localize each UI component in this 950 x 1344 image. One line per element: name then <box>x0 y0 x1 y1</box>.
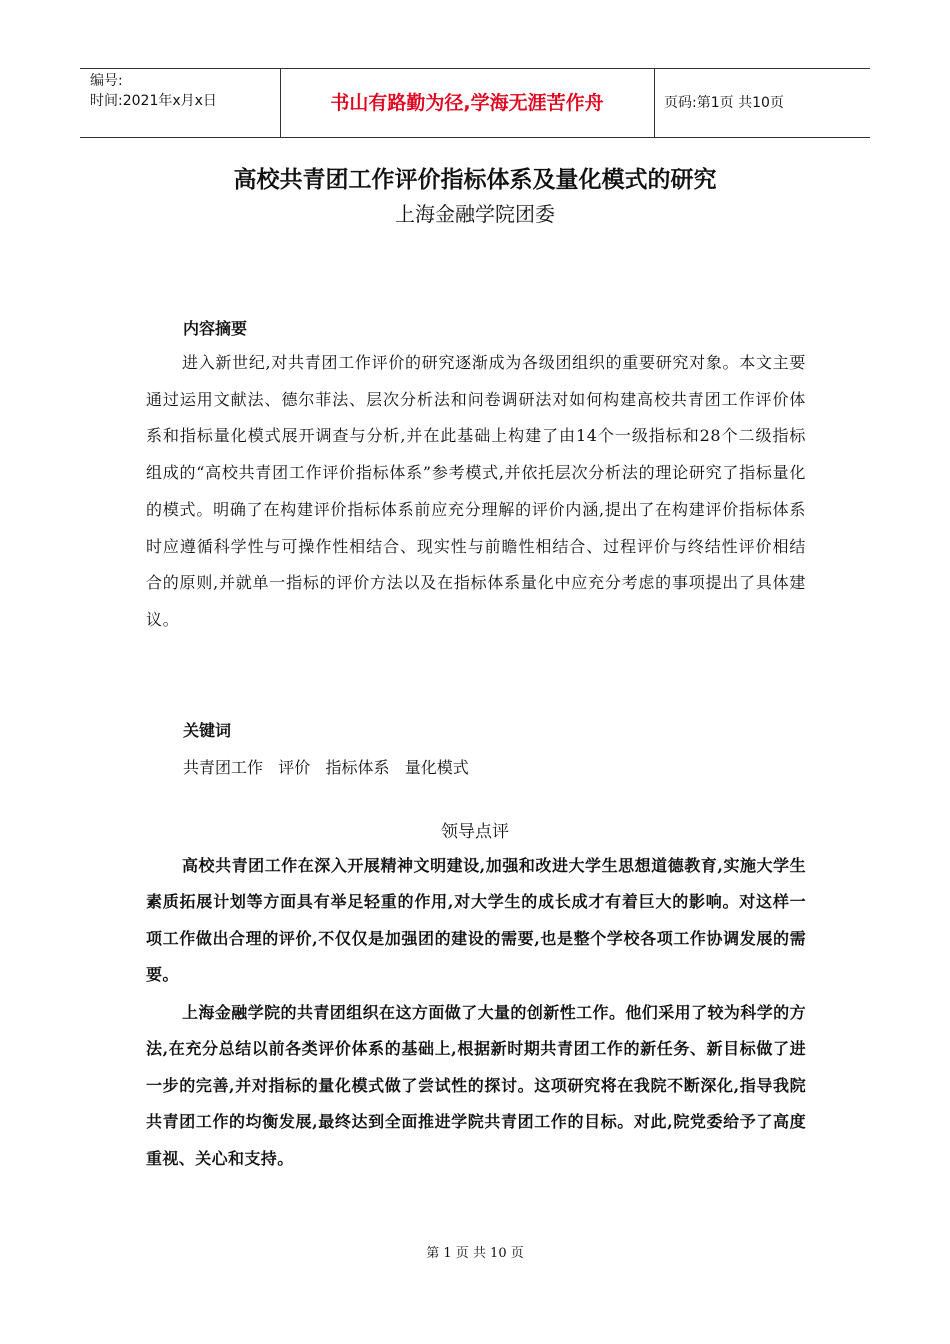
page-info: 页码:第1页 共10页 <box>664 95 784 111</box>
header-motto: 书山有路勤为径,学海无涯苦作舟 <box>330 92 604 114</box>
date-label: 时间:2021年x月x日 <box>90 93 217 109</box>
document-subtitle: 上海金融学院团委 <box>395 202 555 226</box>
document-title: 高校共青团工作评价指标体系及量化模式的研究 <box>233 167 717 193</box>
header-meta <box>90 71 217 111</box>
review-paragraph: 高校共青团工作在深入开展精神文明建设,加强和改进大学生思想道德教育,实施大学生素质拓展计划等方面具有举足轻重的作用,对大学生的成长成才有着巨大的影响。对这样一项工作做出合理的评价,不仅仅是加强团的建设的需要,也是整个学校各项工作协调发展的需要。 <box>146 856 806 985</box>
keywords-heading: 关键词 <box>183 721 232 740</box>
header-divider <box>654 69 655 137</box>
keywords-list: 共青团工作 评价 指标体系 量化模式 <box>183 758 469 777</box>
abstract-paragraph: 进入新世纪,对共青团工作评价的研究逐渐成为各级团组织的重要研究对象。本文主要通过运用文献法、德尔菲法、层次分析法和问卷调研法对如何构建高校共青团工作评价体系和指标量化模式展开调查与分析,并在此基础上构建了由14个一级指标和28个二级指标组成的“高校共青团工作评价指标体系”参考模式,并依托层次分析法的理论研究了指标量化的模式。明确了在构建评价指标体系前应充分理解的评价内涵,提出了在构建评价指标体系时应遵循科学性与可操作性相结合、现实性与前瞻性相结合、过程评价与终结性评价相结合的原则,并就单一指标的评价方法以及在指标体系量化中应充分考虑的事项提出了具体建议。 <box>146 353 806 629</box>
review-heading: 领导点评 <box>441 822 509 842</box>
page-footer: 第 1 页 共 10 页 <box>426 1246 524 1261</box>
abstract-heading: 内容摘要 <box>183 319 248 338</box>
number-label: 编号: <box>90 73 123 89</box>
document-header <box>80 68 870 138</box>
review-paragraph: 上海金融学院的共青团组织在这方面做了大量的创新性工作。他们采用了较为科学的方法,在充分总结以前各类评价体系的基础上,根据新时期共青团工作的新任务、新目标做了进一步的完善,并对指标的量化模式做了尝试性的探讨。这项研究将在我院不断深化,指导我院共青团工作的均衡发展,最终达到全面推进学院共青团工作的目标。对此,院党委给予了高度重视、关心和支持。 <box>146 1003 806 1168</box>
